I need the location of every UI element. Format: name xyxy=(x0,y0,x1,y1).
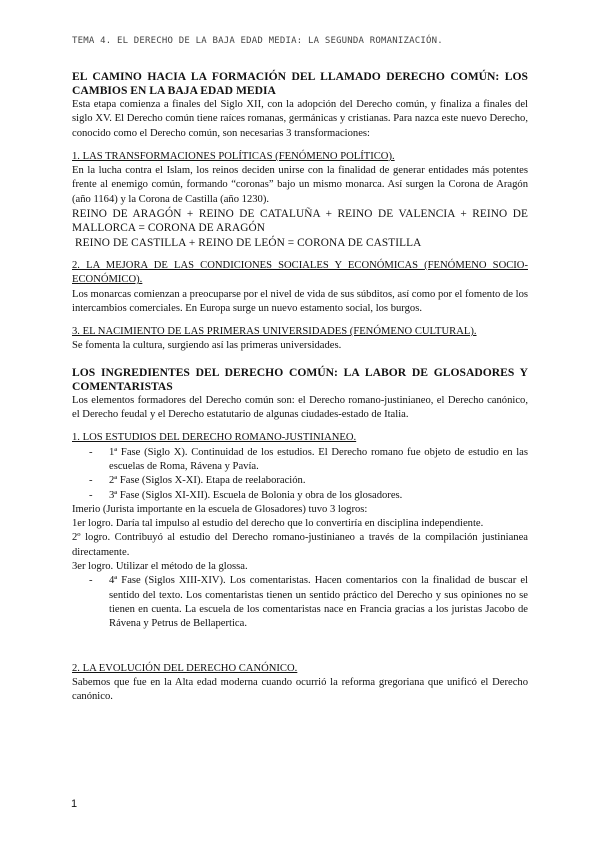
heading-derecho-canonico: 2. LA EVOLUCIÓN DEL DERECHO CANÓNICO. xyxy=(72,662,298,674)
list-item: - 1ª Fase (Siglo X). Continuidad de los estudios. El Derecho romano fue objeto de estudio en las escuelas de Roma, Rávena y Pavía. xyxy=(72,446,528,475)
universidades-paragraph: Se fomenta la cultura, surgiendo así las primeras universidades. xyxy=(72,340,342,352)
equation-aragon-line1: REINO DE ARAGÓN + REINO DE CATALUÑA + REINO DE VALENCIA + REINO DE xyxy=(72,208,528,221)
list-item: - 4ª Fase (Siglos XIII-XIV). Los comentaristas. Hacen comentarios con la finalidad de buscar el sentido del texto. Los comentaristas tienen un sentido práctico del Derecho y sus opiniones no se tienen en cuenta. La escuela de los comentaristas nace en Francia gracias a los juristas Jacobo de Rávena y Petrus de Bellapertica. xyxy=(72,574,528,631)
logro-1: 1er logro. Daría tal impulso al estudio del derecho que lo convertiría en disciplina independiente. xyxy=(72,518,484,530)
politicas-paragraph: En la lucha contra el Islam, los reinos deciden unirse con la finalidad de generar entidades más potentes frente al enemigo común, formando “coronas” bajo un mismo monarca. Así surgen la Corona de Aragón (año 1164) y la Corona de Castilla (año 1230). xyxy=(72,165,528,205)
logro-3: 3er logro. Utilizar el método de la glossa. xyxy=(72,561,248,573)
list-item: - 2ª Fase (Siglos X-XI). Etapa de reelaboración. xyxy=(72,474,528,488)
sociales-paragraph: Los monarcas comienzan a preocuparse por el nivel de vida de sus súbditos, así como por el fomento de los intercambios comerciales. En Europa surge un nuevo estamento social, los burgos. xyxy=(72,288,528,314)
irnerio-paragraph: Imerio (Jurista importante en la escuela de Glosadores) tuvo 3 logros: xyxy=(72,503,368,515)
ingredientes-paragraph: Los elementos formadores del Derecho común son: el Derecho romano-justinianeo, el Derecho canónico, el Derecho feudal y el Derecho estatutario de algunas ciudades-estado de Italia. xyxy=(72,394,528,421)
fase-4-list xyxy=(72,574,528,631)
heading-transformaciones-politicas: 1. LAS TRANSFORMACIONES POLÍTICAS (FENÓMENO POLÍTICO). xyxy=(72,150,395,162)
heading-estudios-romano: 1. LOS ESTUDIOS DEL DERECHO ROMANO-JUSTINIANEO. xyxy=(72,432,357,444)
logro-2: 2º logro. Contribuyó al estudio del Derecho romano-justinianeo a través de la compilación justinianea directamente. xyxy=(72,532,528,558)
page-content xyxy=(72,70,528,704)
section-title-camino: EL CAMINO HACIA LA FORMACIÓN DEL LLAMADO DERECHO COMÚN: LOS CAMBIOS EN LA BAJA EDAD MEDIA xyxy=(72,70,528,97)
heading-condiciones-sociales: 2. LA MEJORA DE LAS CONDICIONES SOCIALES Y ECONÓMICAS (FENÓMENO SOCIO-ECONÓMICO). xyxy=(72,259,528,286)
running-header: TEMA 4. EL DERECHO DE LA BAJA EDAD MEDIA: LA SEGUNDA ROMANIZACIÓN. xyxy=(72,36,443,46)
fases-list xyxy=(72,446,528,503)
intro-paragraph: Esta etapa comienza a finales del Siglo XII, con la adopción del Derecho común, y finaliza a finales del siglo XV. El Derecho común tiene raíces romanas, germánicas y cristianas. Para nazca este nuevo Derecho, conocido como el Derecho común, son necesarias 3 transformaciones: xyxy=(72,99,528,139)
section-title-ingredientes: LOS INGREDIENTES DEL DERECHO COMÚN: LA LABOR DE GLOSADORES Y COMENTARISTAS xyxy=(72,365,528,393)
heading-universidades: 3. EL NACIMIENTO DE LAS PRIMERAS UNIVERSIDADES (FENÓMENO CULTURAL). xyxy=(72,326,477,338)
page-number: 1 xyxy=(71,798,78,810)
equation-castilla: REINO DE CASTILLA + REINO DE LEÓN = CORONA DE CASTILLA xyxy=(75,236,422,249)
list-item: - 3ª Fase (Siglos XI-XII). Escuela de Bolonia y obra de los glosadores. xyxy=(72,489,528,503)
canonico-paragraph: Sabemos que fue en la Alta edad moderna cuando ocurrió la reforma gregoriana que unificó el Derecho canónico. xyxy=(72,676,528,703)
equation-aragon-line2: MALLORCA = CORONA DE ARAGÓN xyxy=(72,222,265,235)
